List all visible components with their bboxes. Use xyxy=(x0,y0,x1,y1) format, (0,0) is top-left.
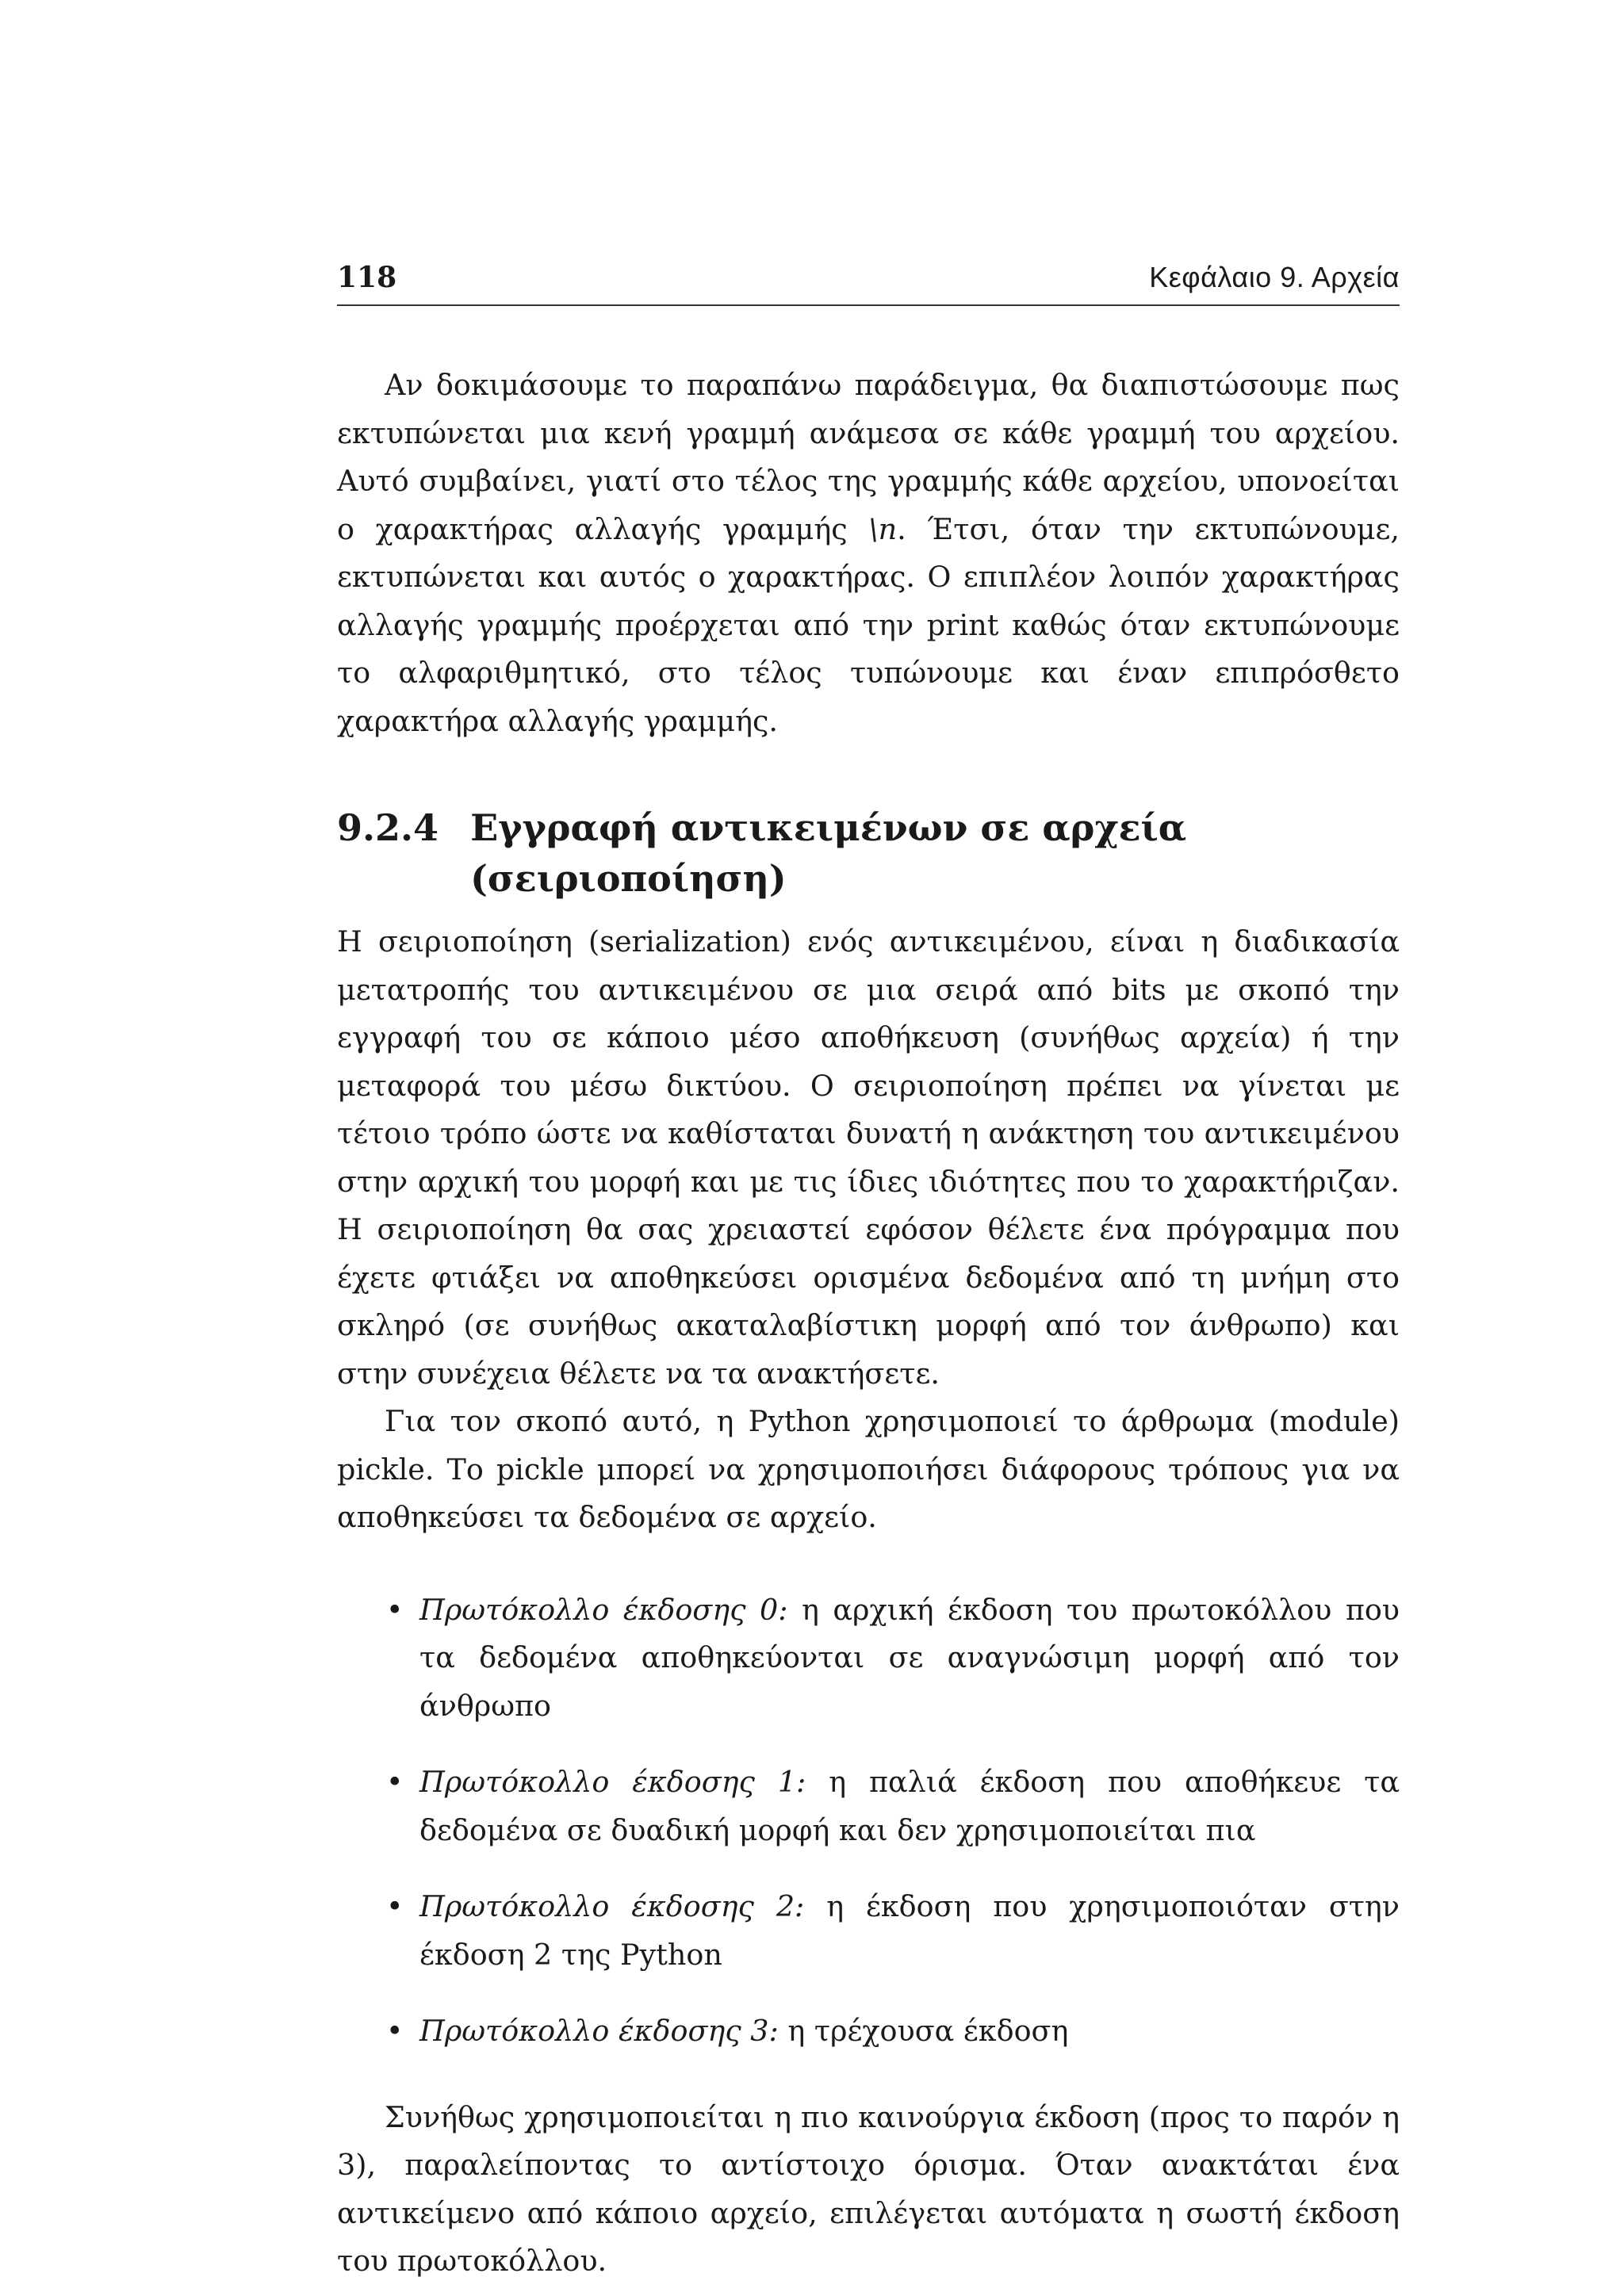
protocol-term: Πρωτόκολλο έκδοσης 0: xyxy=(419,1592,788,1627)
intro-text-part2: . Έτσι, όταν την εκτυπώνουμε, εκτυπώνεται και αυτός ο χαρακτήρας. Ο επιπλέον λοιπόν χαρακτήρας αλλαγής γραμμής προέρχεται από την print καθώς όταν εκτυπώνουμε το αλφαριθμητικό, στο τέλος τυπώνουμε και έναν επιπρόσθετο χαρακτήρα αλλαγής γραμμής. xyxy=(337,511,1400,738)
serialization-paragraph: Η σειριοποίηση (serialization) ενός αντικειμένου, είναι η διαδικασία μετατροπής του αντικειμένου σε μια σειρά από bits με σκοπό την εγγραφή του σε κάποιο μέσο αποθήκευση (συνήθως αρχεία) ή την μεταφορά του μέσω δικτύου. Ο σειριοποίηση πρέπει να γίνεται με τέτοιο τρόπο ώστε να καθίσταται δυνατή η ανάκτηση του αντικειμένου στην αρχική του μορφή και με τις ίδιες ιδιότητες που το χαρακτήριζαν. Η σειριοποίηση θα σας χρειαστεί εφόσον θέλετε ένα πρόγραμμα που έχετε φτιάξει να αποθηκεύσει ορισμένα δεδομένα από τη μνήμη στο σκληρό (σε συνήθως ακαταλαβίστικη μορφή από τον άνθρωπο) και στην συνέχεια θέλετε να τα ανακτήσετε. xyxy=(337,924,1400,1391)
section-title: Εγγραφή αντικειμένων σε αρχεία (σειριοποίηση) xyxy=(470,806,1187,900)
intro-paragraph xyxy=(337,362,1400,745)
bullet-icon: • xyxy=(386,1889,404,1923)
protocol-description: η αρχική έκδοση του πρωτοκόλλου που τα δεδομένα αποθηκεύονται σε αναγνώσιμη μορφή από τον άνθρωπο xyxy=(419,1592,1400,1723)
protocol-list xyxy=(337,1586,1400,2056)
book-page xyxy=(337,252,1400,2286)
protocol-description: η παλιά έκδοση που αποθήκευε τα δεδομένα σε δυαδική μορφή και δεν χρησιμοποιείται πια xyxy=(419,1765,1400,1847)
closing-paragraph: Συνήθως χρησιμοποιείται η πιο καινούργια έκδοση (προς το παρόν η 3), παραλείποντας το αντίστοιχο όρισμα. Όταν ανακτάται ένα αντικείμενο από κάποιο αρχείο, επιλέγεται αυτόματα η σωστή έκδοση του πρωτοκόλλου. xyxy=(337,2099,1400,2278)
list-item xyxy=(337,1758,1400,1854)
protocol-description: η έκδοση που χρησιμοποιόταν στην έκδοση 2 της Python xyxy=(419,1889,1400,1972)
newline-symbol: \n xyxy=(868,511,898,546)
protocol-term: Πρωτόκολλο έκδοσης 1: xyxy=(419,1765,806,1799)
protocol-description: η τρέχουσα έκδοση xyxy=(778,2014,1069,2048)
protocol-term: Πρωτόκολλο έκδοσης 3: xyxy=(419,2014,779,2048)
bullet-icon: • xyxy=(386,1592,404,1627)
chapter-title: Κεφάλαιο 9. Αρχεία xyxy=(1149,261,1400,293)
protocol-term: Πρωτόκολλο έκδοσης 2: xyxy=(419,1889,805,1923)
intro-text-part1: Αν δοκιμάσουμε το παραπάνω παράδειγμα, θα διαπιστώσουμε πως εκτυπώνεται μια κενή γραμμή ανάμεσα σε κάθε γραμμή του αρχείου. Αυτό συμβαίνει, γιατί στο τέλος της γραμμής κάθε αρχείου, υπονοείται ο χαρακτήρας αλλαγής γραμμής xyxy=(337,368,1400,546)
bullet-icon: • xyxy=(386,2014,404,2048)
bullet-icon: • xyxy=(386,1765,404,1799)
list-item xyxy=(337,2007,1400,2056)
list-item xyxy=(337,1883,1400,1979)
running-header xyxy=(337,252,1400,306)
page-number: 118 xyxy=(337,261,397,294)
list-item xyxy=(337,1586,1400,1731)
pickle-paragraph: Για τον σκοπό αυτό, η Python χρησιμοποιεί το άρθρωμα (module) pickle. Το pickle μπορεί να χρησιμοποιήσει διάφορους τρόπους για να αποθηκεύσει τα δεδομένα σε αρχείο. xyxy=(337,1404,1400,1534)
section-number: 9.2.4 xyxy=(337,806,439,849)
section-heading xyxy=(337,802,1400,904)
